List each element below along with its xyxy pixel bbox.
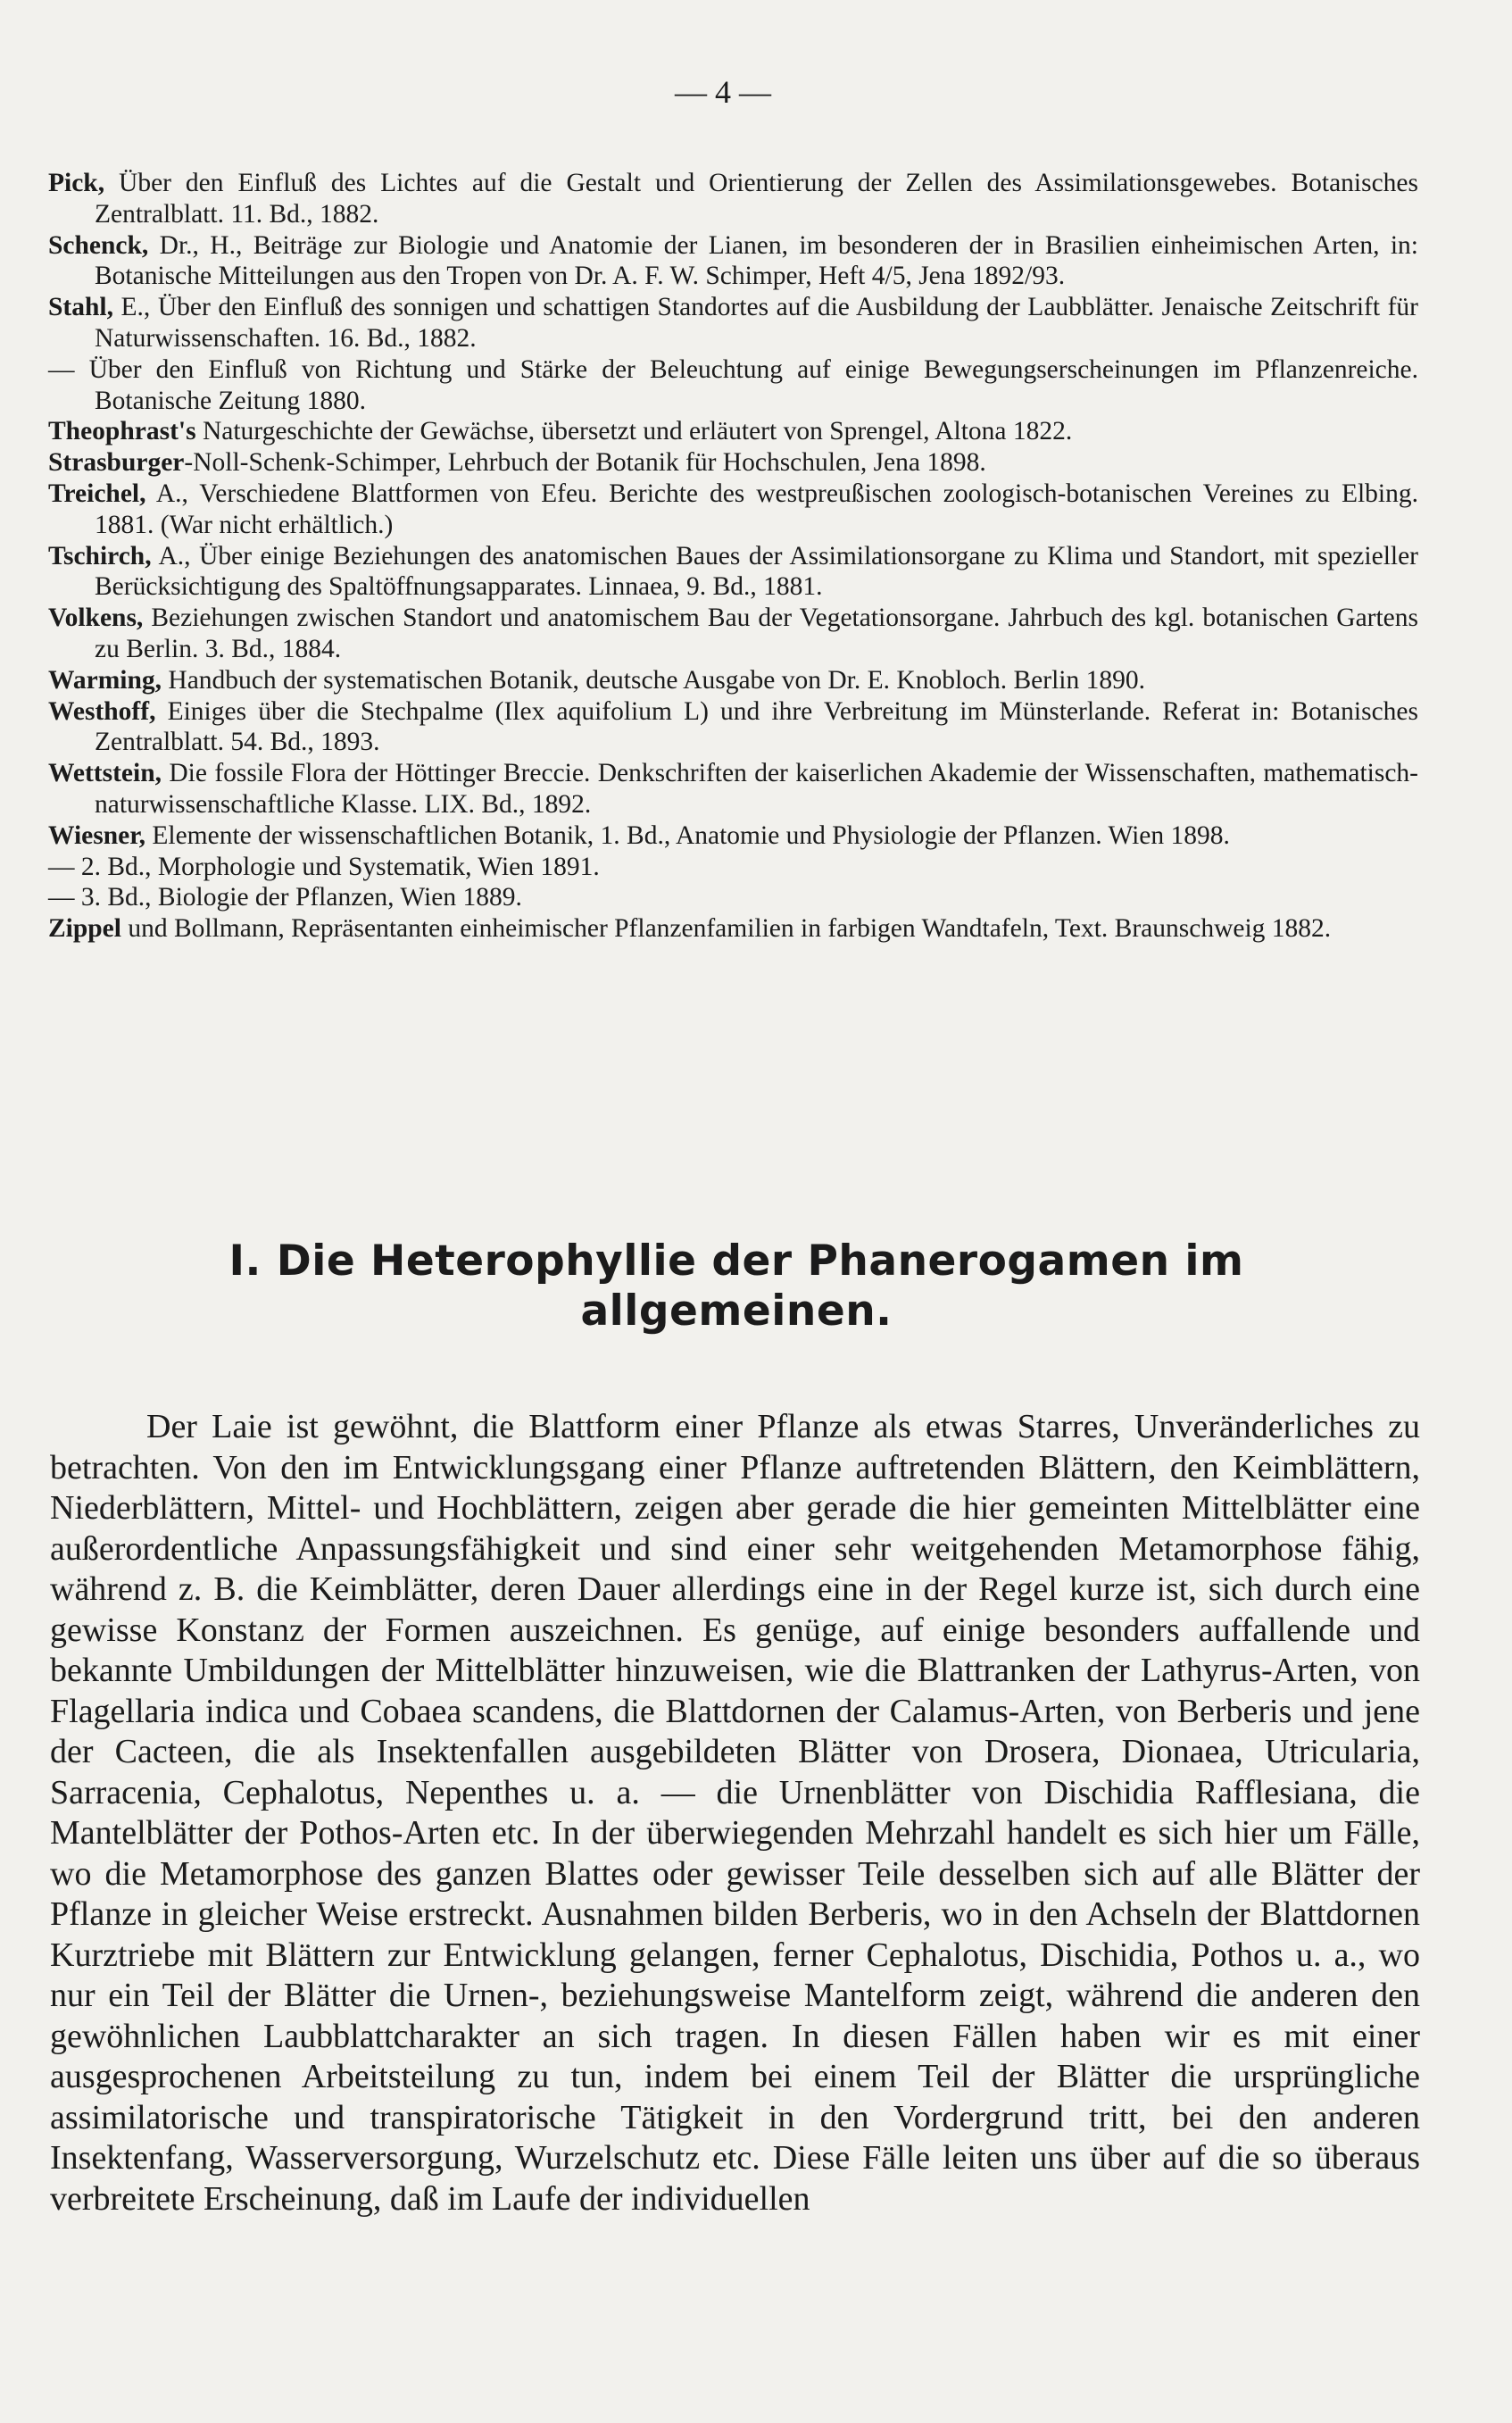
reference-text: A., Verschiedene Blattformen von Efeu. Berichte des westpreußischen zoologisch-botanischen Vereines zu Elbing. 1881. (War nicht erhältlich.) <box>95 479 1418 539</box>
reference-text: — Über den Einfluß von Richtung und Stärke der Beleuchtung auf einige Bewegungserscheinungen im Pflanzenreiche. Botanische Zeitung 1880. <box>48 354 1418 415</box>
reference-entry <box>48 416 1418 447</box>
reference-author: Pick, <box>48 169 105 197</box>
reference-author: Tschirch, <box>48 541 152 570</box>
reference-text: -Noll-Schenk-Schimper, Lehrbuch der Botanik für Hochschulen, Jena 1898. <box>184 448 986 478</box>
reference-entry <box>48 852 1418 883</box>
reference-list <box>48 168 1418 945</box>
reference-text: Dr., H., Beiträge zur Biologie und Anatomie der Lianen, im besonderen der in Brasilien einheimischen Arten, in: Botanische Mitteilungen aus den Tropen von Dr. A. F. W. Schimper, Heft 4/5, Jena 1892/93. <box>95 230 1418 291</box>
reference-text: Über den Einfluß des Lichtes auf die Gestalt und Orientierung der Zellen des Assimilationsgewebes. Botanisches Zentralblatt. 11. Bd., 1882. <box>95 169 1418 229</box>
reference-author: Warming, <box>48 665 162 695</box>
reference-text: E., Über den Einfluß des sonnigen und schattigen Standortes auf die Ausbildung der Laubblätter. Jenaische Zeitschrift für Naturwissenschaften. 16. Bd., 1882. <box>95 293 1418 353</box>
reference-text: Handbuch der systematischen Botanik, deutsche Ausgabe von Dr. E. Knobloch. Berlin 1890. <box>162 665 1145 695</box>
reference-entry <box>48 447 1418 479</box>
reference-author: Wiesner, <box>48 820 145 850</box>
reference-entry <box>48 354 1418 417</box>
reference-text: Beziehungen zwischen Standort und anatomischem Bau der Vegetationsorgane. Jahrbuch des kgl. botanischen Gartens zu Berlin. 3. Bd., 1884. <box>95 604 1418 663</box>
reference-text: Einiges über die Stechpalme (Ilex aquifolium L) und ihre Verbreitung im Münsterlande. Referat in: Botanisches Zentralblatt. 54. Bd., 1893. <box>95 696 1418 757</box>
reference-author: Treichel, <box>48 479 146 508</box>
reference-author: Volkens, <box>48 604 144 633</box>
reference-entry <box>48 913 1418 945</box>
reference-entry <box>48 168 1418 230</box>
page-number: — 4 — <box>675 74 771 110</box>
chapter-title: I. Die Heterophyllie der Phanerogamen im allgemeinen. <box>228 1236 1244 1336</box>
reference-text: und Bollmann, Repräsentanten einheimischer Pflanzenfamilien in farbigen Wandtafeln, Text. Braunschweig 1882. <box>120 914 1332 944</box>
reference-entry <box>48 758 1418 820</box>
reference-author: Westhoff, <box>48 696 156 726</box>
reference-entry <box>48 603 1418 665</box>
reference-entry <box>48 479 1418 541</box>
reference-text: Elemente der wissenschaftlichen Botanik, 1. Bd., Anatomie und Physiologie der Pflanzen. Wien 1898. <box>145 820 1230 850</box>
reference-text: Die fossile Flora der Höttinger Breccie. Denkschriften der kaiserlichen Akademie der Wissenschaften, mathematisch-naturwissenschaftliche Klasse. LIX. Bd., 1892. <box>95 759 1418 819</box>
reference-author: Wettstein, <box>48 759 162 788</box>
reference-author: Schenck, <box>48 230 149 260</box>
reference-text: — 3. Bd., Biologie der Pflanzen, Wien 1889. <box>48 883 522 912</box>
reference-text: A., Über einige Beziehungen des anatomischen Baues der Assimilationsorgane zu Klima und Standort, mit spezieller Berücksichtigung des Spaltöffnungsapparates. Linnaea, 9. Bd., 1881. <box>95 541 1418 602</box>
reference-text: — 2. Bd., Morphologie und Systematik, Wien 1891. <box>48 852 600 881</box>
body-paragraph: Der Laie ist gewöhnt, die Blattform einer Pflanze als etwas Starres, Unveränderliches zu betrachten. Von den im Entwicklungsgang einer Pflanze auftretenden Blättern, den Keimblättern, Niederblättern, Mittel- und Hochblättern, zeigen aber gerade die hier gemeinten Mittelblätter eine außerordentliche Anpassungsfähigkeit und sind einer sehr weitgehenden Metamorphose fähig, während z. B. die Keimblätter, deren Dauer allerdings eine in der Regel kurze ist, sich durch eine gewisse Konstanz der Formen auszeichnen. Es genüge, auf einige besonders auffallende und bekannte Umbildungen der Mittelblätter hinzuweisen, wie die Blattranken der Lathyrus-Arten, von Flagellaria indica und Cobaea scandens, die Blattdornen der Calamus-Arten, von Berberis und jene der Cacteen, die als Insektenfallen ausgebildeten Blätter von Drosera, Dionaea, Utricularia, Sarracenia, Cephalotus, Nepenthes u. a. — die Urnenblätter von Dischidia Rafflesiana, die Mantelblätter der Pothos-Arten etc. In der überwiegenden Mehrzahl handelt es sich hier um Fälle, wo die Metamorphose des ganzen Blattes oder gewisser Teile desselben sich auf alle Blätter der Pflanze in gleicher Weise erstreckt. Ausnahmen bilden Berberis, wo in den Achseln der Blattdornen Kurztriebe mit Blättern zur Entwicklung gelangen, ferner Cephalotus, Dischidia, Pothos u. a., wo nur ein Teil der Blätter die Urnen-, beziehungsweise Mantelform zeigt, während die anderen den gewöhnlichen Laubblattcharakter an sich tragen. In diesen Fällen haben wir es mit einer ausgesprochenen Arbeitsteilung zu tun, indem bei einem Teil der Blätter die ursprüngliche assimilatorische und transpiratorische Tätigkeit in den Vordergrund tritt, bei den anderen Insektenfang, Wasserversorgung, Wurzelschutz etc. Diese Fälle leiten uns über auf die so überaus verbreitete Erscheinung, daß im Laufe der individuellen <box>50 1408 1420 2218</box>
reference-entry <box>48 820 1418 852</box>
reference-author: Zippel <box>48 914 121 944</box>
reference-author: Theophrast's <box>48 417 196 446</box>
reference-entry <box>48 292 1418 354</box>
reference-text: Naturgeschichte der Gewächse, übersetzt und erläutert von Sprengel, Altona 1822. <box>195 417 1073 446</box>
reference-entry <box>48 541 1418 604</box>
reference-entry <box>48 665 1418 696</box>
reference-author: Strasburger <box>48 448 185 478</box>
reference-entry <box>48 696 1418 759</box>
reference-entry <box>48 882 1418 913</box>
reference-author: Stahl, <box>48 293 113 322</box>
reference-entry <box>48 230 1418 293</box>
